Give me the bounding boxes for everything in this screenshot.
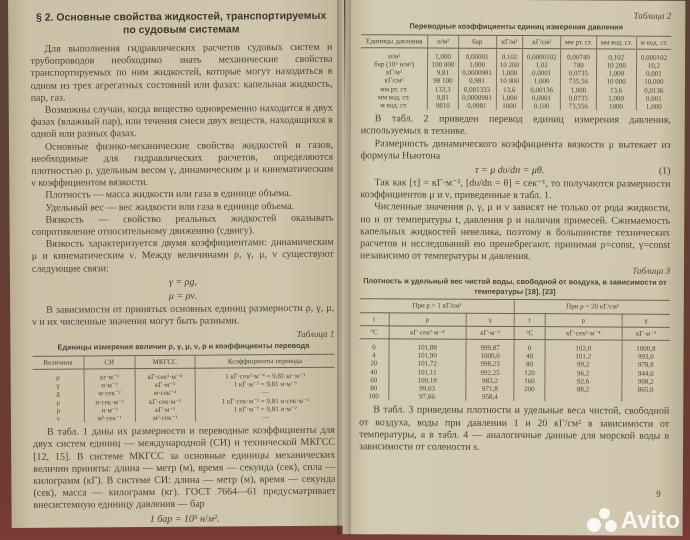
table-cell: 1000 <box>596 102 636 110</box>
table-cell: 865,0 <box>621 386 669 394</box>
column-header: бар <box>458 35 496 48</box>
table-cell: м²·сек⁻¹ <box>135 414 195 423</box>
table-cell: 101,72 <box>389 360 466 369</box>
group-header: При p = 20 кГ/см² <box>515 300 670 314</box>
unit-header: кГ·м⁻³ <box>622 327 670 340</box>
column-header: МКГСС <box>135 355 195 369</box>
table-cell: 998,23 <box>466 360 515 368</box>
table-cell: 10 000 <box>496 77 523 85</box>
table-cell: 0,001 <box>636 94 671 102</box>
section-title: § 2. Основные свойства жидкостей, транспортируемых по судовым системам <box>35 9 327 37</box>
paragraph: Для выполнения гидравлических расчетов судовых систем и трубопроводов необходимо знать механические свойства транспортируемых по ним жидкостей, которые могут находиться в одном из трех агрегатных состояний или фазах: капельная жидкость, пар, газ. <box>30 41 333 104</box>
table-cell: p <box>56 406 61 415</box>
table-1 <box>32 353 334 423</box>
table-number: Таблица 2 <box>633 10 672 21</box>
table-cell: 908,2 <box>622 377 670 385</box>
formula: γ = ρg, <box>168 276 198 288</box>
paragraph: Возможны случаи, когда вещество одновременно находится в двух фазах (влажный пар), или течения смеси двух веществ, находящихся в одной или разных фазах. <box>30 102 333 141</box>
table-cell: кГ·сек·м⁻² <box>135 397 195 406</box>
table-cell: 40 <box>514 352 544 360</box>
table-cell: 101,2 <box>545 352 622 361</box>
table-cell: 1,000 <box>458 61 496 69</box>
column-header: ρ <box>389 312 466 326</box>
paragraph: Вязкость характеризуется двумя коэффициентами: динамическим μ и кинематическим ν. Между величинами ρ, γ, μ, ν существуют следующие связи: <box>31 236 334 275</box>
table-cell: н·м⁻² <box>84 406 135 415</box>
table-cell: 992,25 <box>466 368 515 376</box>
table-cell: м вод. ст. <box>380 101 408 110</box>
column-header: н/м² <box>428 35 458 48</box>
table-row <box>361 101 671 111</box>
table-cell: 0,0000981 <box>458 69 496 77</box>
column-header: γ <box>466 313 515 326</box>
column-header: Величина <box>32 356 83 370</box>
newton-formula <box>360 163 670 178</box>
paragraph: В табл. 3 приведены плотности и удельные веса чистой, свободной от воздуха, воды при давлении 1 и 20 кГ/см² в зависимости от температуры, а в табл. 4 — аналогичные данные для морской воды в зависимости от солености s. <box>359 404 670 453</box>
table-cell: 99,03 <box>389 384 466 393</box>
table-cell: мм рт. ст. <box>380 84 408 93</box>
table-cell: 96,2 <box>545 369 622 378</box>
table-cell: 1 кГ·сек²·м⁻⁴ = 9,81 кг·м⁻³ <box>195 367 335 381</box>
column-header: γ <box>622 314 670 327</box>
table-caption: Плотность и удельный вес чистой воды, свободной от воздуха, в зависимости от температуры [18], [23] <box>363 276 667 297</box>
table-cell: 1,000 <box>596 70 636 78</box>
column-header: кГ/м² <box>496 35 523 48</box>
table-number: Таблица 1 <box>296 328 335 340</box>
left-page <box>8 0 348 528</box>
right-page <box>343 0 686 536</box>
paragraph: Так как [τ] = кГ·м⁻², [dυ/dn = θ] = сек⁻¹, то получаются размерности коэффициентов μ и ν, приведенные в табл. 1. <box>360 177 671 202</box>
table-cell: g <box>56 390 60 399</box>
table-cell: 1 кГ·сек·м⁻² = 9,81 н·сек·м⁻² <box>195 396 335 405</box>
table-cell: н·сек·м⁻² <box>84 398 135 407</box>
table-cell: 749 <box>561 61 597 69</box>
table-cell <box>544 393 621 402</box>
table-cell: 993,0 <box>622 353 670 361</box>
table-cell: 13,6 <box>496 85 523 93</box>
paragraph: Основные физико-механические свойства жидкостей и газов, необходимые для гидравлических расчетов, определяются плотностью ρ, удельным весом γ, динамическим μ и кинематическим ν коэффициентом вязкости. <box>31 139 334 190</box>
unit-header: кГ·м⁻³ <box>466 326 515 339</box>
column-header: ρ <box>545 313 622 327</box>
table-cell: γ <box>56 381 60 390</box>
table-cell: 13,6 <box>596 86 636 94</box>
table-cell: 1,000 <box>523 77 561 85</box>
table-cell: 0,000102 <box>636 49 671 62</box>
table-cell: 10,000 <box>636 78 671 86</box>
table-cell: 1,02 <box>523 61 561 69</box>
table-cell: 0,00001 <box>458 48 496 61</box>
table-2 <box>361 34 671 111</box>
paragraph: В табл. 2 приведен перевод единиц измерения давления, используемых в технике. <box>360 113 671 138</box>
table-caption: Переводные коэффициенты единиц измерения давления <box>409 21 624 32</box>
table-cell: 101,11 <box>389 368 466 377</box>
table-cell: 0 <box>515 339 545 352</box>
table-cell: 0,102 <box>496 48 523 61</box>
table-cell: 0 <box>372 343 376 352</box>
table-cell: 9810 <box>428 101 458 109</box>
table-cell: 133,3 <box>428 85 458 93</box>
table-cell: 958,4 <box>466 393 515 401</box>
table-cell: 40 <box>370 367 378 376</box>
unit-header: °C <box>360 325 389 338</box>
table-cell: кГ/см² <box>384 76 404 85</box>
table-cell: 0,001333 <box>458 85 496 93</box>
table-cell: 1,000 <box>561 86 597 94</box>
table-cell: 0,0001 <box>523 94 561 102</box>
column-header: t <box>360 312 389 325</box>
table-cell: 101,90 <box>389 352 466 361</box>
table-cell: 1,000 <box>636 103 671 111</box>
column-header: м вод. ст. <box>636 36 671 49</box>
table-cell: м·сек⁻² <box>84 389 135 398</box>
table-cell: — <box>195 413 335 422</box>
table-cell: 0,0000102 <box>523 48 561 61</box>
table-cell: кГ·сек²·м⁻⁴ <box>135 368 195 381</box>
table-cell: 97,66 <box>389 393 466 402</box>
table-cell: 1,000 <box>428 48 458 61</box>
formula-text: τ = μ dυ/dn = μθ. <box>474 164 545 177</box>
table-cell: μ <box>56 398 61 407</box>
table-cell: ρ <box>56 373 60 382</box>
column-header: Единицы давления <box>361 34 428 48</box>
table-cell: 1,000 <box>496 94 523 102</box>
table-cell: ν <box>56 414 60 423</box>
paragraph: В зависимости от принятых основных единиц размерности ρ, γ, μ, ν и их численные значения могут быть разными. <box>32 302 335 328</box>
table-cell: 999,87 <box>466 339 515 352</box>
table-cell: 120 <box>514 369 544 377</box>
table-cell: 80 <box>514 360 544 368</box>
column-header: кГ/см² <box>523 35 561 48</box>
table-cell: бар (10⁵ н/м²) <box>374 60 415 69</box>
table-cell: 971,8 <box>466 385 515 393</box>
table-cell: 0,0735 <box>561 94 597 102</box>
table-cell: 0,981 <box>458 77 496 85</box>
table-cell: 100,19 <box>389 376 466 385</box>
table-cell: 160 <box>514 377 544 385</box>
watermark-text: Avito <box>620 507 680 534</box>
table-cell: 99,2 <box>545 361 622 370</box>
table-cell: 9,81 <box>428 93 458 101</box>
table-number: Таблица 3 <box>632 265 671 277</box>
table-3 <box>359 299 670 403</box>
table-cell: 0,102 <box>596 49 636 62</box>
table-cell: 1 кГ·м⁻² = 9,81 н·м⁻² <box>195 405 335 414</box>
table-cell: 9,81 <box>428 69 458 77</box>
paragraph: Размерность динамического коэффициента вязкости μ вытекает из формулы Ньютона <box>360 137 671 162</box>
table-cell: 978,8 <box>622 361 670 369</box>
unit-header: °C <box>515 326 545 339</box>
table-cell: 0,001 <box>636 70 671 78</box>
table-cell: 60 <box>370 376 378 385</box>
avito-logo-icon <box>587 508 617 534</box>
table-cell <box>621 394 669 402</box>
paragraph: Численные значения ρ, γ, μ и ν зависят не только от рода жидкости, но и от температуры t, давления p и наличия примесей. Сжимаемость капельных жидкостей невелика, поэтому в большинстве технических расчетов и исследований ею пренебрегают, принимая ρ=const, γ=const независимо от температуры и давления. <box>360 201 671 263</box>
table-cell: 0,00749 <box>561 48 597 61</box>
table-cell: кг·м⁻³ <box>84 369 135 382</box>
paragraph: В табл. 1 даны их размерности и переводные коэффициенты для двух систем единиц — международной (СИ) и технической МКГСС [12, 15]. В системе МКГСС за основные единицы механических величин приняты: длина — метр (м), время — секунда (сек), сила — килограмм (кГ). В системе СИ: длина — метр (м), время — секунда (сек), масса — килограмм (кг). ГОСТ 7664—61 предусматривает внесистемную единицу давления — бар <box>33 424 336 512</box>
table-cell: м·сек⁻² <box>135 389 195 398</box>
table-cell: 10 200 <box>596 61 636 69</box>
table-cell: 0,100 <box>522 102 560 110</box>
table-cell: 10,2 <box>636 62 671 70</box>
table-cell: мм вод. ст. <box>378 93 410 102</box>
table-caption: Единицы измерения величин ρ, γ, μ, ν, p и коэффициенты перевода <box>57 341 310 352</box>
book-spine-shadow <box>337 0 351 535</box>
column-header: мм вод. ст. <box>596 35 636 48</box>
column-header: Коэффициенты перевода <box>195 354 335 368</box>
table-cell: 0,0981 <box>458 102 496 110</box>
equation-number: (1) <box>658 165 671 177</box>
table-cell: н/м² <box>388 52 401 61</box>
formula: μ = ρν. <box>168 290 198 302</box>
table-cell: 10 200 <box>496 61 523 69</box>
table-cell: 20 <box>370 359 378 368</box>
table-cell: н·м⁻³ <box>84 381 135 390</box>
table-cell: — <box>195 388 335 397</box>
column-header: мм рт. ст. <box>561 35 597 48</box>
table-cell: 73,556 <box>560 102 596 110</box>
table-cell: 1000 <box>496 102 523 110</box>
table-row <box>359 392 669 402</box>
column-header: СИ <box>84 355 135 369</box>
avito-watermark <box>587 508 680 534</box>
table-cell: 1,000 <box>596 94 636 102</box>
table-cell: 88,2 <box>545 385 622 394</box>
unit-header: кГ·сек²·м⁻⁴ <box>389 326 466 340</box>
paragraph: Плотность — масса жидкости или газа в единице объема. <box>45 188 292 202</box>
table-cell: 98 100 <box>428 77 458 85</box>
table-cell: 0,0000981 <box>458 93 496 101</box>
table-cell: 1000,8 <box>622 340 670 353</box>
table-cell: 4 <box>372 351 376 360</box>
table-cell: 200 <box>514 385 544 393</box>
table-cell: кГ·м⁻² <box>135 405 195 414</box>
page-number: 9 <box>656 488 661 499</box>
table-cell: кГ·м⁻³ <box>135 381 195 390</box>
table-cell: 0,0136 <box>636 86 671 94</box>
table-row <box>33 413 335 423</box>
paragraph: Удельный вес — вес жидкости или газа в единице объема. <box>45 200 295 214</box>
table-cell: 1,000 <box>496 69 523 77</box>
paragraph: Вязкость — свойство реальных жидкостей оказывать сопротивление относительному движению (сдвигу). <box>31 212 334 238</box>
table-cell: 0,0735 <box>561 69 597 77</box>
table-cell: 101,88 <box>389 339 466 352</box>
table-cell: 100 000 <box>428 60 458 68</box>
table-cell: 1 кГ·м⁻³ = 9,81 н·м⁻³ <box>195 380 335 389</box>
table-cell: 92,6 <box>545 377 622 386</box>
table-cell: 0,00136 <box>523 86 561 94</box>
table-cell: 80 <box>370 384 378 393</box>
table-cell: 102,0 <box>545 340 622 353</box>
table-cell: 100 <box>368 392 379 401</box>
table-cell: 944,0 <box>622 369 670 377</box>
table-cell: 1000,0 <box>466 352 515 360</box>
group-header: При p = 1 кГ/см² <box>360 299 515 313</box>
table-cell: м²·сек⁻¹ <box>84 414 135 423</box>
table-cell: 10 000 <box>596 78 636 86</box>
table-cell: 735,56 <box>561 78 597 86</box>
table-cell: 0,0001 <box>523 69 561 77</box>
table-cell: 983,2 <box>466 377 515 385</box>
table-cell <box>514 393 544 401</box>
unit-header: кГ·сек²·м⁻⁴ <box>545 326 622 340</box>
column-header: t <box>515 313 545 326</box>
table-cell: кГ/м² <box>386 68 403 77</box>
formula: 1 бар = 10⁵ н/м². <box>149 513 220 525</box>
